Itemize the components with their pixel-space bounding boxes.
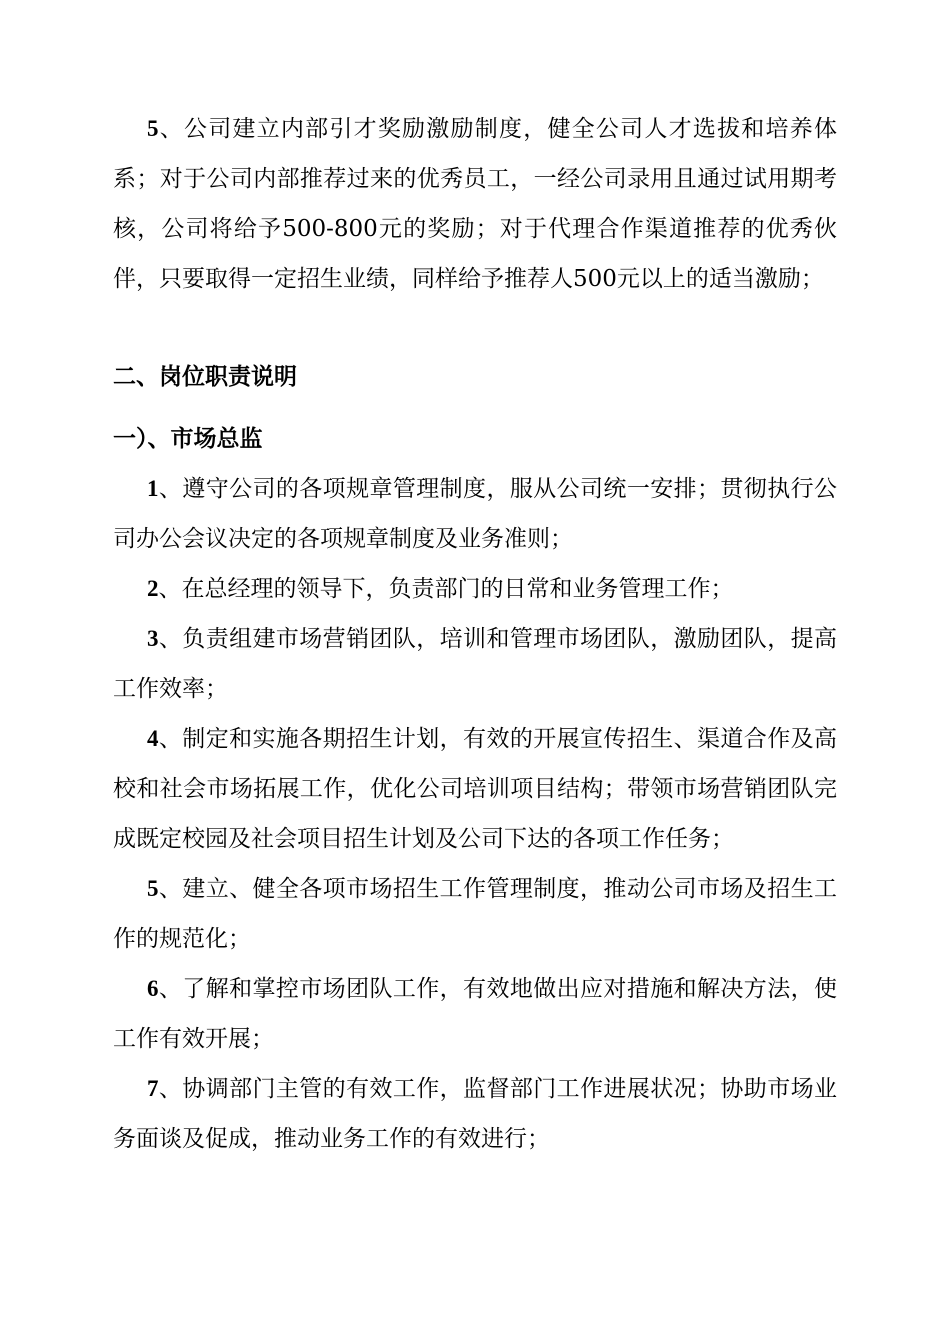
duty-item-3 — [113, 614, 837, 714]
item-number: 1 — [147, 476, 159, 501]
item-number: 2 — [147, 576, 159, 601]
duty-item-5 — [113, 864, 837, 964]
item-number: 5 — [147, 116, 159, 141]
duty-item-2 — [113, 564, 837, 614]
section-heading: 二、岗位职责说明 — [113, 364, 297, 390]
subsection-heading: 一）、市场总监 — [113, 426, 263, 452]
item-text: 、在总经理的领导下，负责部门的日常和业务管理工作； — [158, 576, 734, 602]
item-number: 6 — [147, 976, 159, 1001]
item-number: 3 — [147, 626, 159, 651]
duty-item-7 — [113, 1064, 837, 1164]
item-text: 、建立、健全各项市场招生工作管理制度，推动公司市场及招生工作的规范化； — [113, 876, 837, 952]
intro-paragraph — [113, 104, 837, 304]
item-text: 、了解和掌控市场团队工作，有效地做出应对措施和解决方法，使工作有效开展； — [113, 976, 837, 1052]
duty-item-4 — [113, 714, 837, 864]
duty-item-6 — [113, 964, 837, 1064]
item-text: 、遵守公司的各项规章管理制度，服从公司统一安排；贯彻执行公司办公会议决定的各项规章制度及业务准则； — [113, 476, 837, 552]
duty-item-1 — [113, 464, 837, 564]
item-number: 4 — [147, 726, 159, 751]
item-text: 、协调部门主管的有效工作，监督部门工作进展状况；协助市场业务面谈及促成，推动业务工作的有效进行； — [113, 1076, 837, 1152]
item-number: 7 — [147, 1076, 159, 1101]
item-text: 、公司建立内部引才奖励激励制度，健全公司人才选拔和培养体系；对于公司内部推荐过来的优秀员工，一经公司录用且通过试用期考核，公司将给予500-800元的奖励；对于代理合作渠道推荐的优秀伙伴，只要取得一定招生业绩，同样给予推荐人500元以上的适当激励； — [113, 116, 837, 292]
document-page — [113, 104, 837, 1164]
item-number: 5 — [147, 876, 159, 901]
item-text: 、负责组建市场营销团队，培训和管理市场团队，激励团队，提高工作效率； — [113, 626, 837, 702]
item-text: 、制定和实施各期招生计划，有效的开展宣传招生、渠道合作及高校和社会市场拓展工作，优化公司培训项目结构；带领市场营销团队完成既定校园及社会项目招生计划及公司下达的各项工作任务； — [113, 726, 837, 852]
